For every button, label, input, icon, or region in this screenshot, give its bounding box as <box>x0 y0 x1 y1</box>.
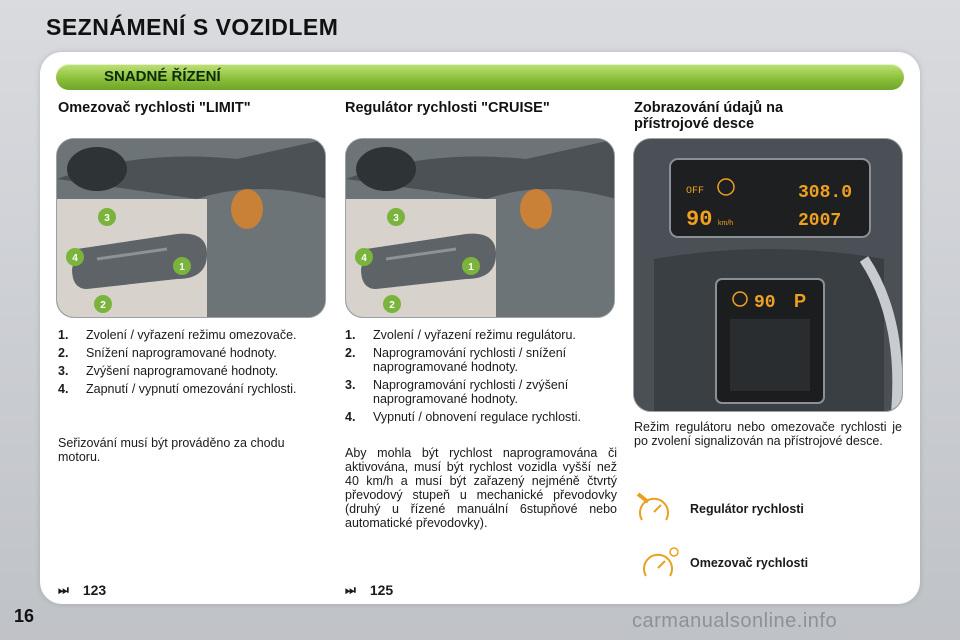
speed-limiter-icon <box>640 546 680 582</box>
callout-3: 3 <box>393 213 399 224</box>
display-status: OFF <box>686 186 705 197</box>
cruise-steps-list <box>345 328 617 428</box>
legend-limiter-label: Omezovač rychlosti <box>690 556 809 570</box>
legend-cruise-label: Regulátor rychlosti <box>690 502 804 516</box>
display-odo2: 2007 <box>798 211 842 231</box>
limit-stalk-photo <box>56 138 326 318</box>
instrument-cluster-illustration <box>634 139 903 412</box>
page-number: 16 <box>14 606 35 626</box>
display-speed: 90 <box>686 207 713 232</box>
steering-stalk-illustration <box>57 139 326 318</box>
callout-4: 4 <box>361 253 367 264</box>
callout-2: 2 <box>100 300 106 311</box>
display-odo1: 308.0 <box>798 183 853 203</box>
display-unit: km/h <box>718 220 734 227</box>
next-page-icon: ⏭ <box>345 582 356 597</box>
watermark: carmanualsonline.info <box>632 610 838 632</box>
cruise-page-ref[interactable]: ⏭ 125 <box>345 582 394 598</box>
list-item: 1. Zvolení / vyřazení režimu regulátoru. <box>345 328 576 342</box>
page-title: SEZNÁMENÍ S VOZIDLEM <box>46 14 339 40</box>
limit-steps-list <box>58 328 328 400</box>
display-small-speed: 90 <box>754 293 776 313</box>
callout-4: 4 <box>72 253 78 264</box>
limit-page-ref[interactable]: ⏭ 123 <box>58 582 107 598</box>
list-item: 2. Snížení naprogramované hodnoty. <box>58 346 277 360</box>
section-title: SNADNÉ ŘÍZENÍ <box>104 68 221 85</box>
display-heading: Zobrazování údajů na přístrojové desce <box>634 100 784 132</box>
callout-2: 2 <box>389 300 395 311</box>
display-gear: P <box>794 291 807 311</box>
section-banner <box>56 64 904 90</box>
list-item: 2. Naprogramování rychlosti / snížení naprogramované hodnoty. <box>345 346 567 374</box>
list-item: 4. Vypnutí / obnovení regulace rychlosti. <box>345 410 581 424</box>
list-item: 3. Zvýšení naprogramované hodnoty. <box>58 364 279 378</box>
list-item: 3. Naprogramování rychlosti / zvýšení naprogramované hodnoty. <box>345 378 569 406</box>
callout-1: 1 <box>468 262 474 273</box>
list-item: 1. Zvolení / vyřazení režimu omezovače. <box>58 328 297 342</box>
cruise-heading: Regulátor rychlosti "CRUISE" <box>345 100 550 116</box>
instrument-panel-photo <box>633 138 903 412</box>
display-note: Režim regulátoru nebo omezovače rychlosti je po zvolení signalizován na přístrojové desce. <box>634 420 902 448</box>
list-item: 4. Zapnutí / vypnutí omezování rychlosti. <box>58 382 297 396</box>
cruise-control-icon <box>636 492 672 526</box>
limit-note: Seřizování musí být prováděno za chodu motoru. <box>58 436 285 464</box>
cruise-stalk-photo <box>345 138 615 318</box>
callout-3: 3 <box>104 213 110 224</box>
cruise-note: Aby mohla být rychlost naprogramována či aktivována, musí být rychlost vozidla vyšší než 40 km/h a musí být zařazený nejméně čtvrtý převodový stupeň u mechanické převodovky (druhý u řízené manuální 6stupňové nebo automatické převodovky). <box>345 446 617 530</box>
steering-stalk-illustration <box>346 139 615 318</box>
limit-heading: Omezovač rychlosti "LIMIT" <box>58 100 251 116</box>
callout-1: 1 <box>179 262 185 273</box>
next-page-icon: ⏭ <box>58 582 69 597</box>
